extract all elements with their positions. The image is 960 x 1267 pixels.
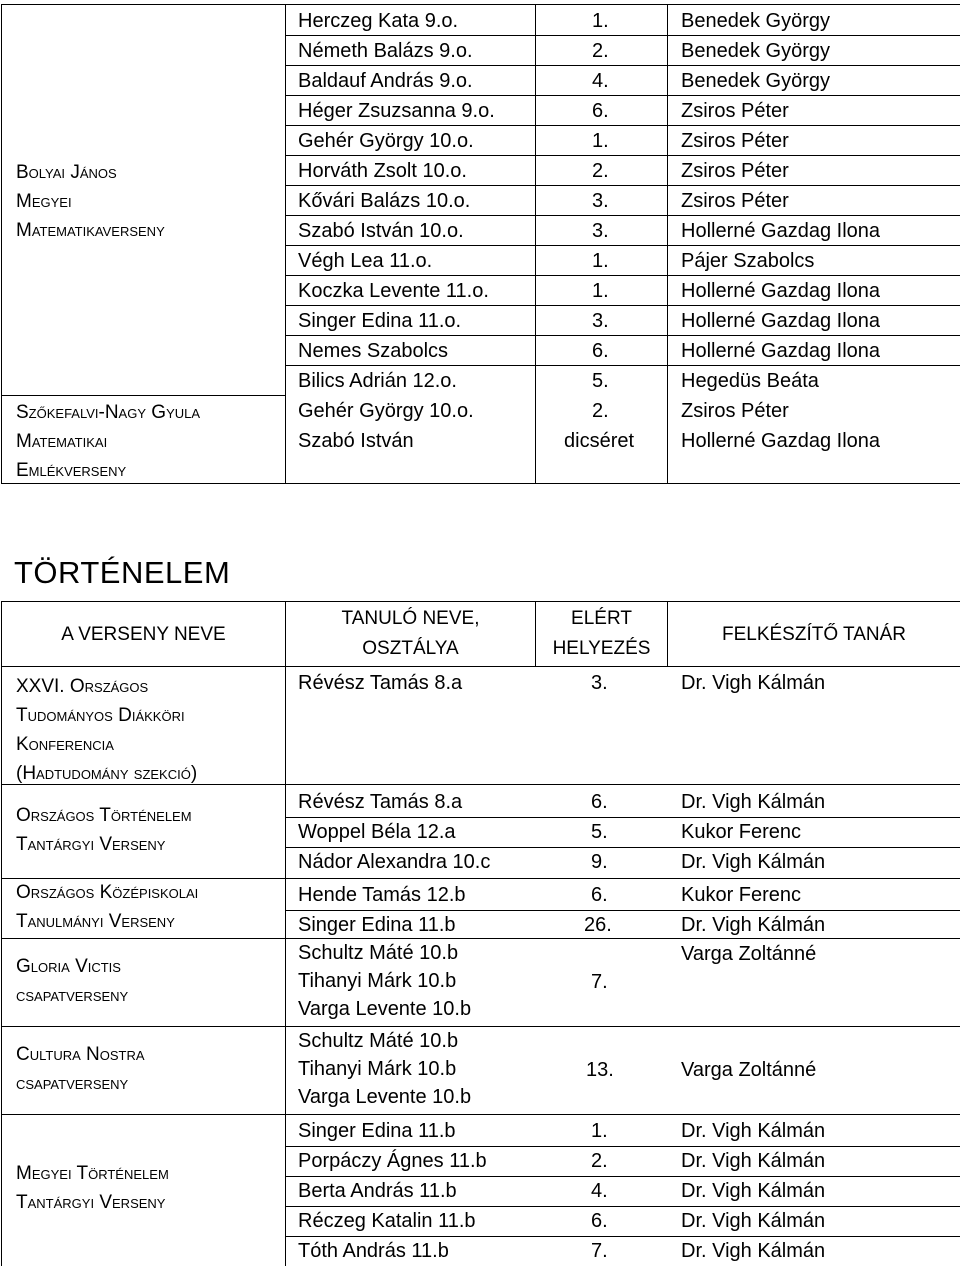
student-name: Tihanyi Márk 10.b: [298, 1058, 457, 1080]
history-result-row: [2, 668, 960, 698]
teacher-name: Zsiros Péter: [681, 130, 789, 152]
place: 6.: [591, 884, 608, 906]
competition-name-line: Matematikaverseny: [16, 220, 165, 241]
student-name: Koczka Levente 11.o.: [298, 280, 489, 302]
student-name: Hende Tamás 12.b: [298, 884, 466, 906]
place: 6.: [591, 1210, 608, 1232]
place: 13.: [586, 1059, 614, 1081]
teacher-name: Dr. Vigh Kálmán: [681, 1120, 826, 1142]
place: 3.: [591, 672, 608, 694]
competition-name-line: Tantárgyi Verseny: [16, 834, 166, 855]
header-place-line1: ELÉRT: [571, 608, 632, 629]
student-name: Schultz Máté 10.b: [298, 942, 459, 964]
student-name: Horváth Zsolt 10.o.: [298, 160, 467, 182]
teacher-name: Dr. Vigh Kálmán: [681, 791, 826, 813]
history-result-row: [2, 817, 960, 847]
student-name: Gehér György 10.o.: [298, 130, 474, 152]
szn-result-row: [2, 395, 960, 425]
teacher-name: Zsiros Péter: [681, 100, 789, 122]
place: 4.: [592, 70, 609, 92]
math-result-row: [2, 35, 960, 65]
header-teacher: FELKÉSZÍTŐ TANÁR: [721, 624, 907, 645]
teacher-name: Hollerné Gazdag Ilona: [681, 310, 881, 332]
competition-name-line: Szőkefalvi-Nagy Gyula: [16, 402, 201, 423]
team-students: [298, 1027, 471, 1111]
teacher-name: Benedek György: [681, 10, 830, 32]
competition-name-line: Tanulmányi Verseny: [16, 911, 175, 932]
student-name: Woppel Béla 12.a: [298, 821, 456, 843]
competition-name-line: (Hadtudomány szekció): [16, 763, 198, 784]
student-name: Singer Edina 11.o.: [298, 310, 462, 332]
student-name: Porpáczy Ágnes 11.b: [298, 1150, 487, 1172]
competition-name-line: Bolyai János: [16, 162, 117, 183]
teacher-name: Dr. Vigh Kálmán: [681, 1240, 826, 1262]
student-name: Varga Levente 10.b: [298, 998, 472, 1020]
history-table: [1, 601, 960, 1266]
competition-name-line: csapatverseny: [16, 1073, 129, 1094]
student-name: Singer Edina 11.b: [298, 914, 456, 936]
math-result-row: [2, 305, 960, 335]
section-heading-history: TÖRTÉNELEM: [14, 555, 231, 590]
block-divider: [2, 1026, 960, 1027]
teacher-name: Pájer Szabolcs: [681, 250, 815, 272]
team-students: [298, 939, 471, 1023]
student-name: Singer Edina 11.b: [298, 1120, 456, 1142]
student-name: Bilics Adrián 12.o.: [298, 370, 457, 392]
header-place: [536, 604, 667, 664]
place: 2.: [592, 40, 609, 62]
place: 9.: [591, 851, 608, 873]
place: 1.: [592, 130, 609, 152]
place: 7.: [591, 971, 608, 993]
student-name: Baldauf András 9.o.: [298, 70, 473, 92]
teacher-name: Hollerné Gazdag Ilona: [681, 340, 881, 362]
place: 1.: [592, 10, 609, 32]
math-result-row: [2, 155, 960, 185]
teacher-name: Zsiros Péter: [681, 160, 789, 182]
history-result-row: [2, 847, 960, 877]
teacher-name: Hegedüs Beáta: [681, 370, 819, 392]
place: dicséret: [564, 430, 635, 452]
competition-name-line: Emlékverseny: [16, 460, 127, 481]
competition-name-line: csapatverseny: [16, 985, 129, 1006]
history-result-row: [2, 1116, 960, 1146]
math-result-row: [2, 185, 960, 215]
place: 3.: [592, 220, 609, 242]
student-name: Varga Levente 10.b: [298, 1086, 472, 1108]
student-name: Herczeg Kata 9.o.: [298, 10, 459, 32]
student-name: Nemes Szabolcs: [298, 340, 449, 362]
student-name: Tihanyi Márk 10.b: [298, 970, 457, 992]
header-student: [286, 604, 535, 664]
teacher-name: Dr. Vigh Kálmán: [681, 914, 826, 936]
teacher-name: Zsiros Péter: [681, 190, 789, 212]
header-student-line2: OSZTÁLYA: [362, 638, 459, 659]
history-result-row: [2, 787, 960, 817]
teacher-name: Hollerné Gazdag Ilona: [681, 280, 881, 302]
history-result-row: [2, 1236, 960, 1266]
teacher-name: Dr. Vigh Kálmán: [681, 672, 826, 694]
history-result-row: [2, 910, 960, 940]
teacher-name: Varga Zoltánné: [681, 943, 817, 965]
place: 6.: [592, 340, 609, 362]
student-name: Réczeg Katalin 11.b: [298, 1210, 476, 1232]
competition-name-line: Tantárgyi Verseny: [16, 1192, 166, 1213]
student-name: Héger Zsuzsanna 9.o.: [298, 100, 495, 122]
math-result-row: [2, 5, 960, 35]
competition-name-line: XXVI. Országos: [16, 676, 149, 697]
student-name: Schultz Máté 10.b: [298, 1030, 459, 1052]
competition-name-line: Matematikai: [16, 431, 108, 452]
math-result-row: [2, 335, 960, 365]
place: 1.: [592, 280, 609, 302]
competition-name-line: Országos Középiskolai: [16, 882, 199, 903]
competition-name: [16, 952, 128, 1010]
student-name: Szabó István: [298, 430, 414, 452]
math-result-row: [2, 95, 960, 125]
competition-name-line: Megyei Történelem: [16, 1163, 169, 1184]
header-student-line1: TANULÓ NEVE,: [341, 608, 480, 629]
competition-name-line: Gloria Victis: [16, 956, 121, 977]
place: 5.: [591, 821, 608, 843]
teacher-name: Hollerné Gazdag Ilona: [681, 430, 881, 452]
header-place-line2: HELYEZÉS: [552, 638, 651, 659]
student-name: Berta András 11.b: [298, 1180, 457, 1202]
math-result-row: [2, 275, 960, 305]
student-name: Végh Lea 11.o.: [298, 250, 433, 272]
teacher-name: Varga Zoltánné: [681, 1059, 817, 1081]
place: 5.: [592, 370, 609, 392]
teacher-name: Dr. Vigh Kálmán: [681, 1150, 826, 1172]
place: 1.: [592, 250, 609, 272]
place: 4.: [591, 1180, 608, 1202]
math-result-row: [2, 125, 960, 155]
competition-name-line: Megyei: [16, 191, 72, 212]
place: 3.: [592, 190, 609, 212]
teacher-name: Dr. Vigh Kálmán: [681, 851, 826, 873]
math-result-row: [2, 365, 960, 395]
place: 2.: [592, 400, 609, 422]
history-result-row: [2, 1206, 960, 1236]
szn-result-row: [2, 425, 960, 455]
block-divider: [2, 938, 960, 939]
teacher-name: Benedek György: [681, 70, 830, 92]
competition-name-line: Tudományos Diákköri: [16, 705, 185, 726]
student-name: Kővári Balázs 10.o.: [298, 190, 471, 212]
place: 6.: [592, 100, 609, 122]
teacher-name: Dr. Vigh Kálmán: [681, 1210, 826, 1232]
history-result-row: [2, 1176, 960, 1206]
teacher-name: Zsiros Péter: [681, 400, 789, 422]
teacher-name: Dr. Vigh Kálmán: [681, 1180, 826, 1202]
place: 3.: [592, 310, 609, 332]
place: 7.: [591, 1240, 608, 1262]
place: 2.: [591, 1150, 608, 1172]
competition-name-line: Konferencia: [16, 734, 114, 755]
block-divider: [2, 1114, 960, 1115]
teacher-name: Benedek György: [681, 40, 830, 62]
student-name: Gehér György 10.o.: [298, 400, 474, 422]
place: 26.: [584, 914, 612, 936]
math-results-table: [1, 4, 960, 484]
math-result-row: [2, 65, 960, 95]
student-name: Nádor Alexandra 10.c: [298, 851, 491, 873]
student-name: Szabó István 10.o.: [298, 220, 464, 242]
math-result-row: [2, 245, 960, 275]
place: 2.: [592, 160, 609, 182]
place: 1.: [591, 1120, 608, 1142]
student-name: Révész Tamás 8.a: [298, 791, 463, 813]
block-divider: [2, 784, 960, 785]
place: 6.: [591, 791, 608, 813]
student-name: Révész Tamás 8.a: [298, 672, 463, 694]
teacher-name: Kukor Ferenc: [681, 884, 802, 906]
teacher-name: Hollerné Gazdag Ilona: [681, 220, 881, 242]
teacher-name: Kukor Ferenc: [681, 821, 802, 843]
competition-name: [16, 1040, 145, 1098]
competition-name-line: Országos Történelem: [16, 805, 192, 826]
student-name: Tóth András 11.b: [298, 1240, 449, 1262]
history-result-row: [2, 880, 960, 910]
header-competition: A VERSENY NEVE: [61, 624, 226, 645]
competition-name-line: Cultura Nostra: [16, 1044, 145, 1065]
math-result-row: [2, 215, 960, 245]
history-result-row: [2, 1146, 960, 1176]
student-name: Németh Balázs 9.o.: [298, 40, 473, 62]
